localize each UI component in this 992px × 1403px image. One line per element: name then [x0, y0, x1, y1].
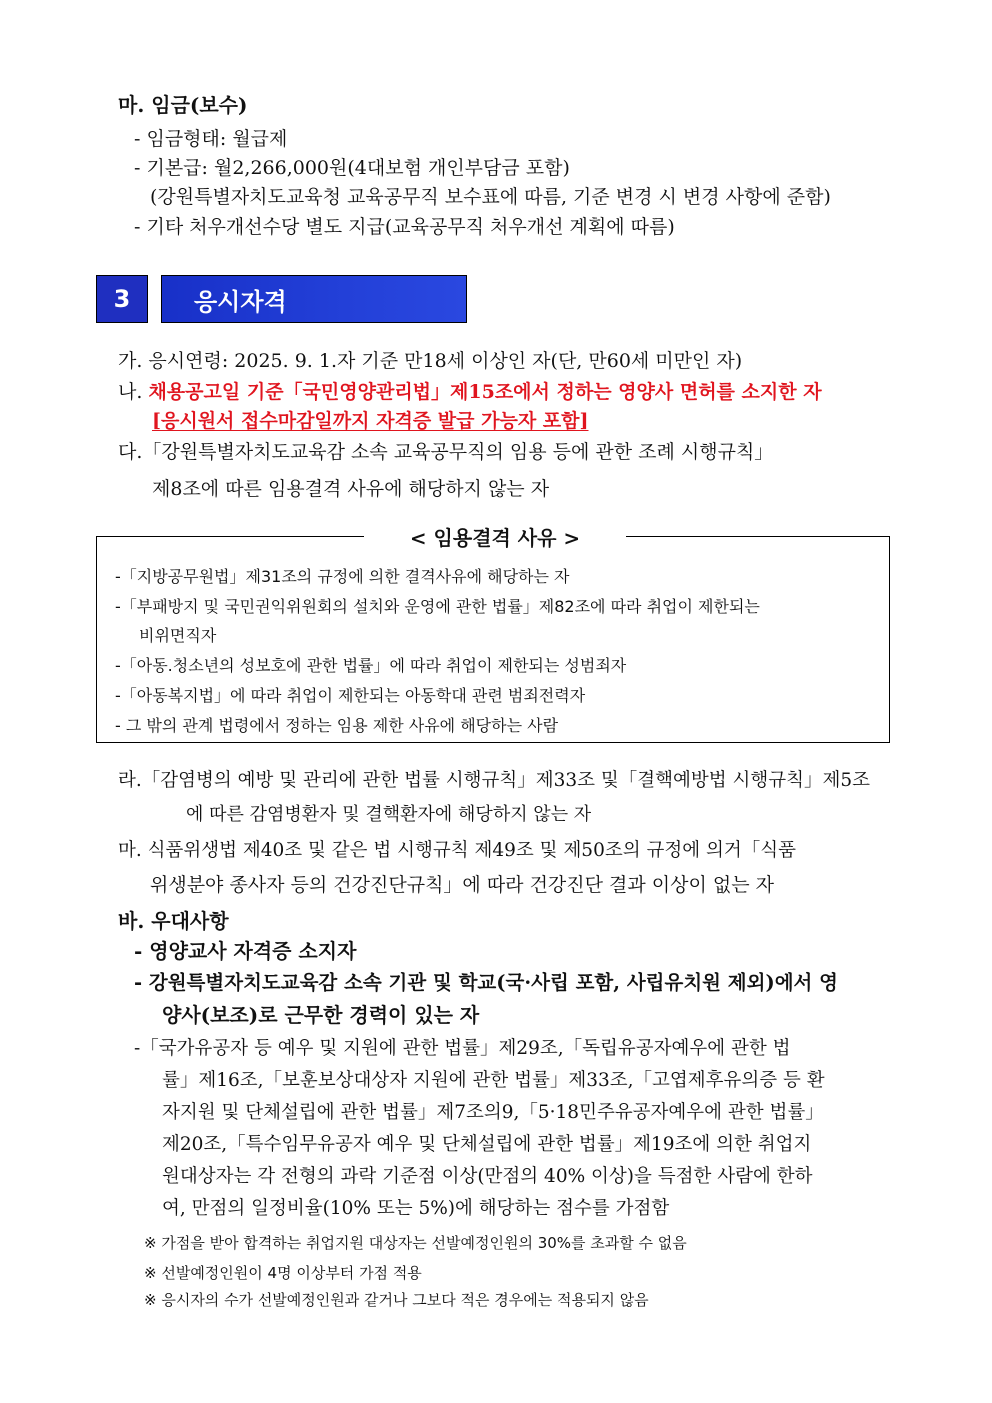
preference-veterans-line: 원대상자는 각 전형의 과락 기준점 이상(만점의 40% 이상)을 득점한 사람에 한하	[162, 1166, 813, 1187]
preference-veterans-line: 률」제16조,「보훈보상대상자 지원에 관한 법률」제33조,「고엽제후유의증 등 환	[162, 1070, 825, 1091]
section-number-badge: 3	[96, 275, 148, 323]
health-check-line1: 마. 식품위생법 제40조 및 같은 법 시행규칙 제49조 및 제50조의 규정에 의거「식품	[118, 840, 796, 861]
disq-item: -「아동복지법」에 따라 취업이 제한되는 아동학대 관련 범죄전력자	[115, 686, 586, 705]
preference-veterans-line: -「국가유공자 등 예우 및 지원에 관한 법률」제29조,「독립유공자예우에 관한 법	[134, 1038, 791, 1059]
wage-basic-pay: - 기본급: 월2,266,000원(4대보험 개인부담금 포함)	[134, 157, 570, 179]
preference-note: ※ 선발예정인원이 4명 이상부터 가점 적용	[144, 1264, 422, 1282]
qualification-license-prefix: 나.	[118, 381, 143, 403]
disq-item: -「지방공무원법」제31조의 규정에 의한 결격사유에 해당하는 자	[115, 567, 570, 586]
wage-basic-pay-note: (강원특별자치도교육청 교육공무직 보수표에 따름, 기준 변경 시 변경 사항에 준함)	[150, 186, 831, 208]
preference-note: ※ 가점을 받아 합격하는 취업지원 대상자는 선발예정인원의 30%를 초과할 수 없음	[144, 1234, 687, 1252]
preference-veterans-line: 여, 만점의 일정비율(10% 또는 5%)에 해당하는 점수를 가점함	[162, 1198, 670, 1219]
disq-item: - 그 밖의 관계 법령에서 정하는 임용 제한 사유에 해당하는 사람	[115, 716, 559, 735]
preference-veterans-line: 제20조,「특수임무유공자 예우 및 단체설립에 관한 법률」제19조에 의한 취업지	[162, 1134, 812, 1155]
section-title	[161, 275, 467, 323]
disqualification-box-title: < 임용결격 사유 >	[364, 524, 626, 552]
qualification-license-sub: [응시원서 접수마감일까지 자격증 발급 가능자 포함]	[152, 410, 589, 432]
disqualification-box	[96, 536, 890, 743]
qualification-license-text: 채용공고일 기준「국민영양관리법」제15조에서 정하는 영양사 면허를 소지한 자	[148, 381, 822, 403]
wage-heading: 마. 임금(보수)	[118, 93, 248, 117]
infectious-disease-line1: 라.「감염병의 예방 및 관리에 관한 법률 시행규칙」제33조 및「결핵예방법 시행규칙」제5조	[118, 770, 870, 791]
preference-note: ※ 응시자의 수가 선발예정인원과 같거나 그보다 적은 경우에는 적용되지 않음	[144, 1291, 649, 1309]
qualification-disq-line1: 다.「강원특별자치도교육감 소속 교육공무직의 임용 등에 관한 조례 시행규칙」	[118, 441, 774, 463]
disq-item: -「부패방지 및 국민권익위원회의 설치와 운영에 관한 법률」제82조에 따라 취업이 제한되는	[115, 597, 760, 616]
qualification-age: 가. 응시연령: 2025. 9. 1.자 기준 만18세 이상인 자(단, 만60세 미만인 자)	[118, 350, 743, 372]
infectious-disease-line2: 에 따른 감염병환자 및 결핵환자에 해당하지 않는 자	[186, 804, 592, 825]
wage-other-allowance: - 기타 처우개선수당 별도 지급(교육공무직 처우개선 계획에 따름)	[134, 216, 675, 238]
wage-type: - 임금형태: 월급제	[134, 128, 288, 150]
section-title-text: 응시자격	[194, 287, 287, 316]
qualification-disq-line2: 제8조에 따른 임용결격 사유에 해당하지 않는 자	[152, 478, 550, 500]
preference-heading: 바. 우대사항	[118, 909, 229, 933]
disq-item-continued: 비위면직자	[139, 626, 217, 645]
preference-item-experience-line2: 양사(보조)로 근무한 경력이 있는 자	[162, 1003, 480, 1027]
health-check-line2: 위생분야 종사자 등의 건강진단규칙」에 따라 건강진단 결과 이상이 없는 자	[150, 874, 774, 896]
qualification-license	[118, 379, 822, 405]
disq-item: -「아동.청소년의 성보호에 관한 법률」에 따라 취업이 제한되는 성범죄자	[115, 656, 627, 675]
preference-veterans-line: 자지원 및 단체설립에 관한 법률」제7조의9,「5·18민주유공자예우에 관한 법률」	[162, 1102, 824, 1123]
preference-item-experience-line1: - 강원특별자치도교육감 소속 기관 및 학교(국·사립 포함, 사립유치원 제외)에서 영	[134, 971, 839, 994]
preference-item-teacher-license: - 영양교사 자격증 소지자	[134, 939, 357, 963]
